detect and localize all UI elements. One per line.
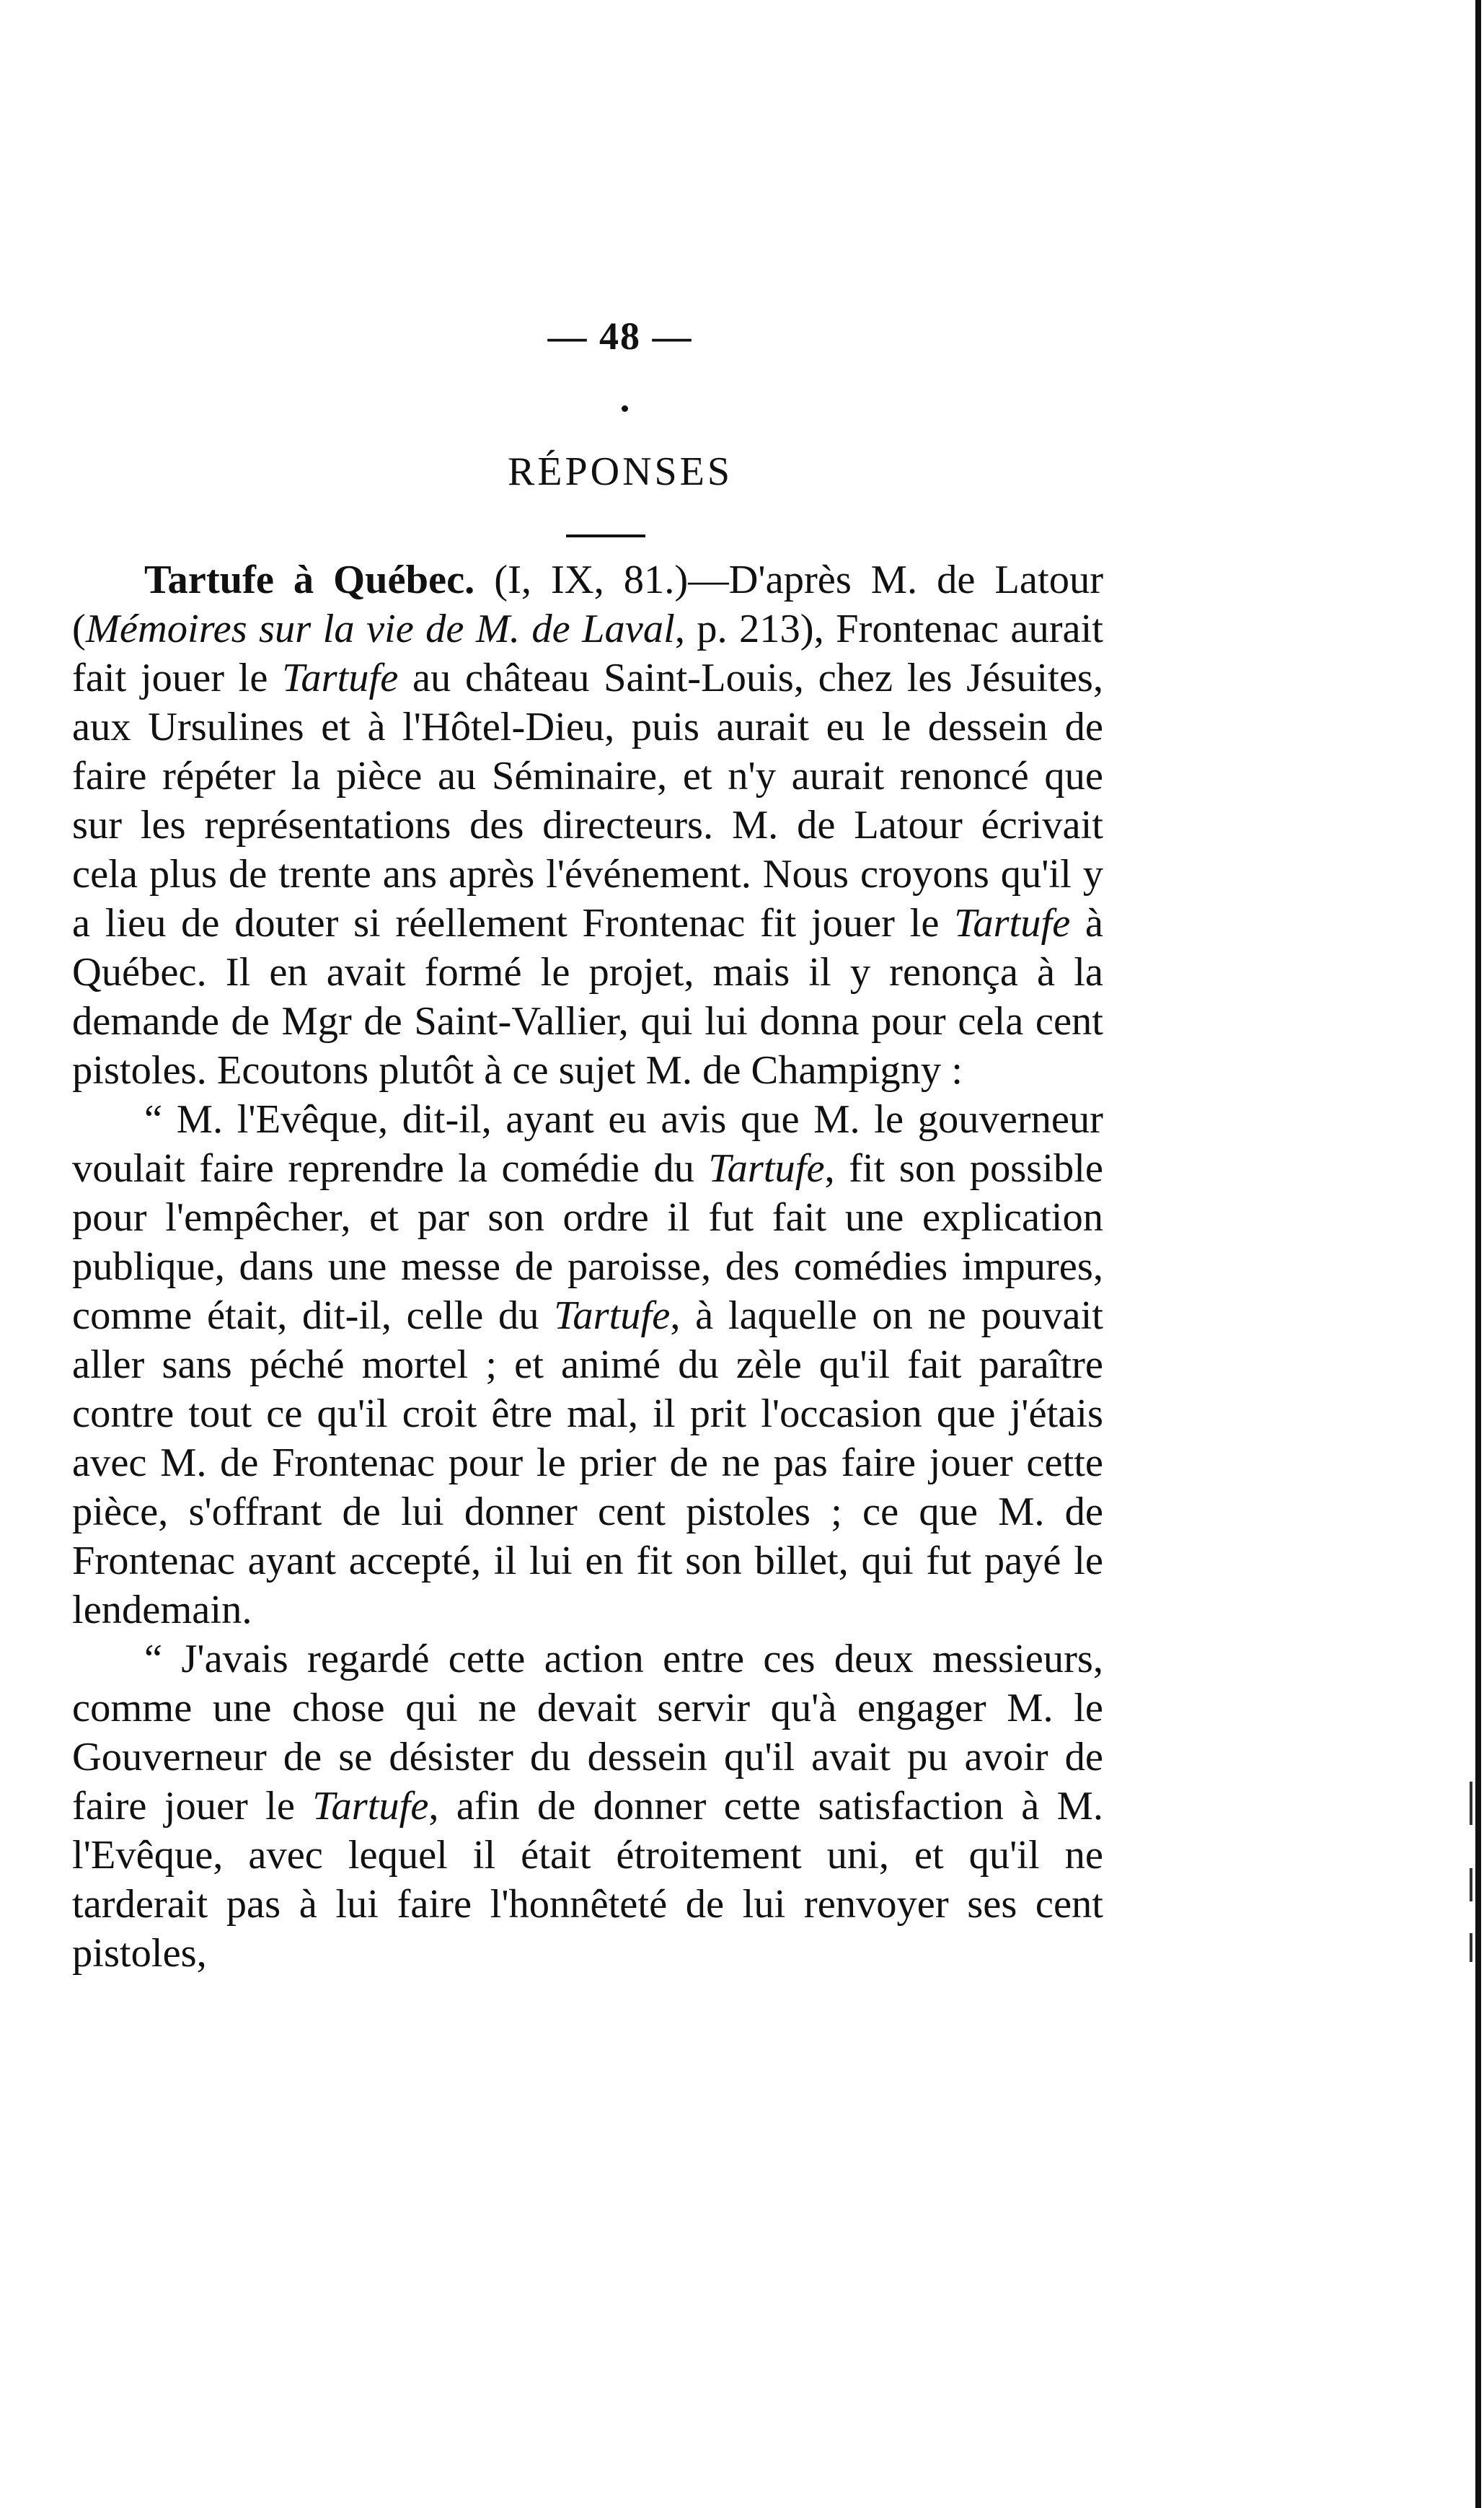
- quote-text: “ M. l'Evêque, dit-il, ayant eu avis que M. le gouverneur voulait faire reprendre la comédie du: [72, 1097, 1103, 1191]
- entry-heading: Tartufe à Québec.: [144, 558, 475, 602]
- quote-text: , fit son possible pour l'empêcher, et par son ordre il fut fait une explication publique, dans une messe de paroisse, des comédies impures, comme était, dit-il, celle du: [72, 1146, 1103, 1338]
- work-title: Tartufe: [954, 901, 1071, 946]
- work-title: Tartufe: [554, 1293, 671, 1338]
- quote-text: “ J'avais regardé cette action entre ces deux messieurs, comme une chose qui ne devait servir qu'à engager M. le Gouverneur de se désister du dessein qu'il avait pu avoir de faire jouer le: [72, 1637, 1103, 1829]
- margin-mark: [1470, 1782, 1472, 1825]
- entry-text: , p. 213), Frontenac aurait fait jouer le: [72, 607, 1103, 700]
- decorative-dot: [622, 405, 628, 412]
- entry-text: à Québec. Il en avait formé le projet, mais il y renonça à la demande de Mgr de Saint-Vallier, qui lui donna pour cela cent pistoles. Ecoutons plutôt à ce sujet M. de Champigny :: [72, 901, 1104, 1093]
- quote-text: , afin de donner cette satisfaction à M. l'Evêque, avec lequel il était étroitement uni, et qu'il ne tarderait pas à lui faire l'honnêteté de lui renvoyer ses cent pistoles,: [72, 1784, 1103, 1976]
- body-text: [72, 555, 1103, 1978]
- scan-edge-border: [1475, 0, 1481, 2508]
- quote-paragraph: [72, 1634, 1103, 1978]
- page-number: — 48 —: [547, 314, 693, 358]
- source-title: Mémoires sur la vie de M. de Laval: [85, 607, 675, 651]
- quote-paragraph: [72, 1095, 1103, 1634]
- entry-text: au château Saint-Louis, chez les Jésuites, aux Ursulines et à l'Hôtel-Dieu, puis aurait eu le dessein de faire répéter la pièce au Séminaire, et n'y aurait renoncé que sur les représentations des directeurs. M. de Latour écrivait cela plus de trente ans après l'événement. Nous croyons qu'il y a lieu de douter si réellement Frontenac fit jouer le: [72, 656, 1104, 946]
- work-title: Tartufe: [282, 656, 399, 700]
- work-title: Tartufe: [312, 1784, 429, 1829]
- quote-text: , à laquelle on ne pouvait aller sans péché mortel ; et animé du zèle qu'il fait paraître contre tout ce qu'il croit être mal, il prit l'occasion que j'étais avec M. de Frontenac pour le prier de ne pas faire jouer cette pièce, s'offrant de lui donner cent pistoles ; ce que M. de Frontenac ayant accepté, il lui en fit son billet, qui fut payé le lendemain.: [72, 1293, 1103, 1632]
- title-rule: [566, 534, 645, 537]
- entry-paragraph: [72, 555, 1103, 1095]
- section-title: RÉPONSES: [507, 449, 733, 494]
- margin-mark: [1470, 1868, 1472, 1901]
- margin-mark: [1470, 1933, 1472, 1962]
- work-title: Tartufe: [708, 1146, 825, 1191]
- entry-reference: (I, IX, 81.)—D'après M. de Latour (: [72, 558, 1104, 651]
